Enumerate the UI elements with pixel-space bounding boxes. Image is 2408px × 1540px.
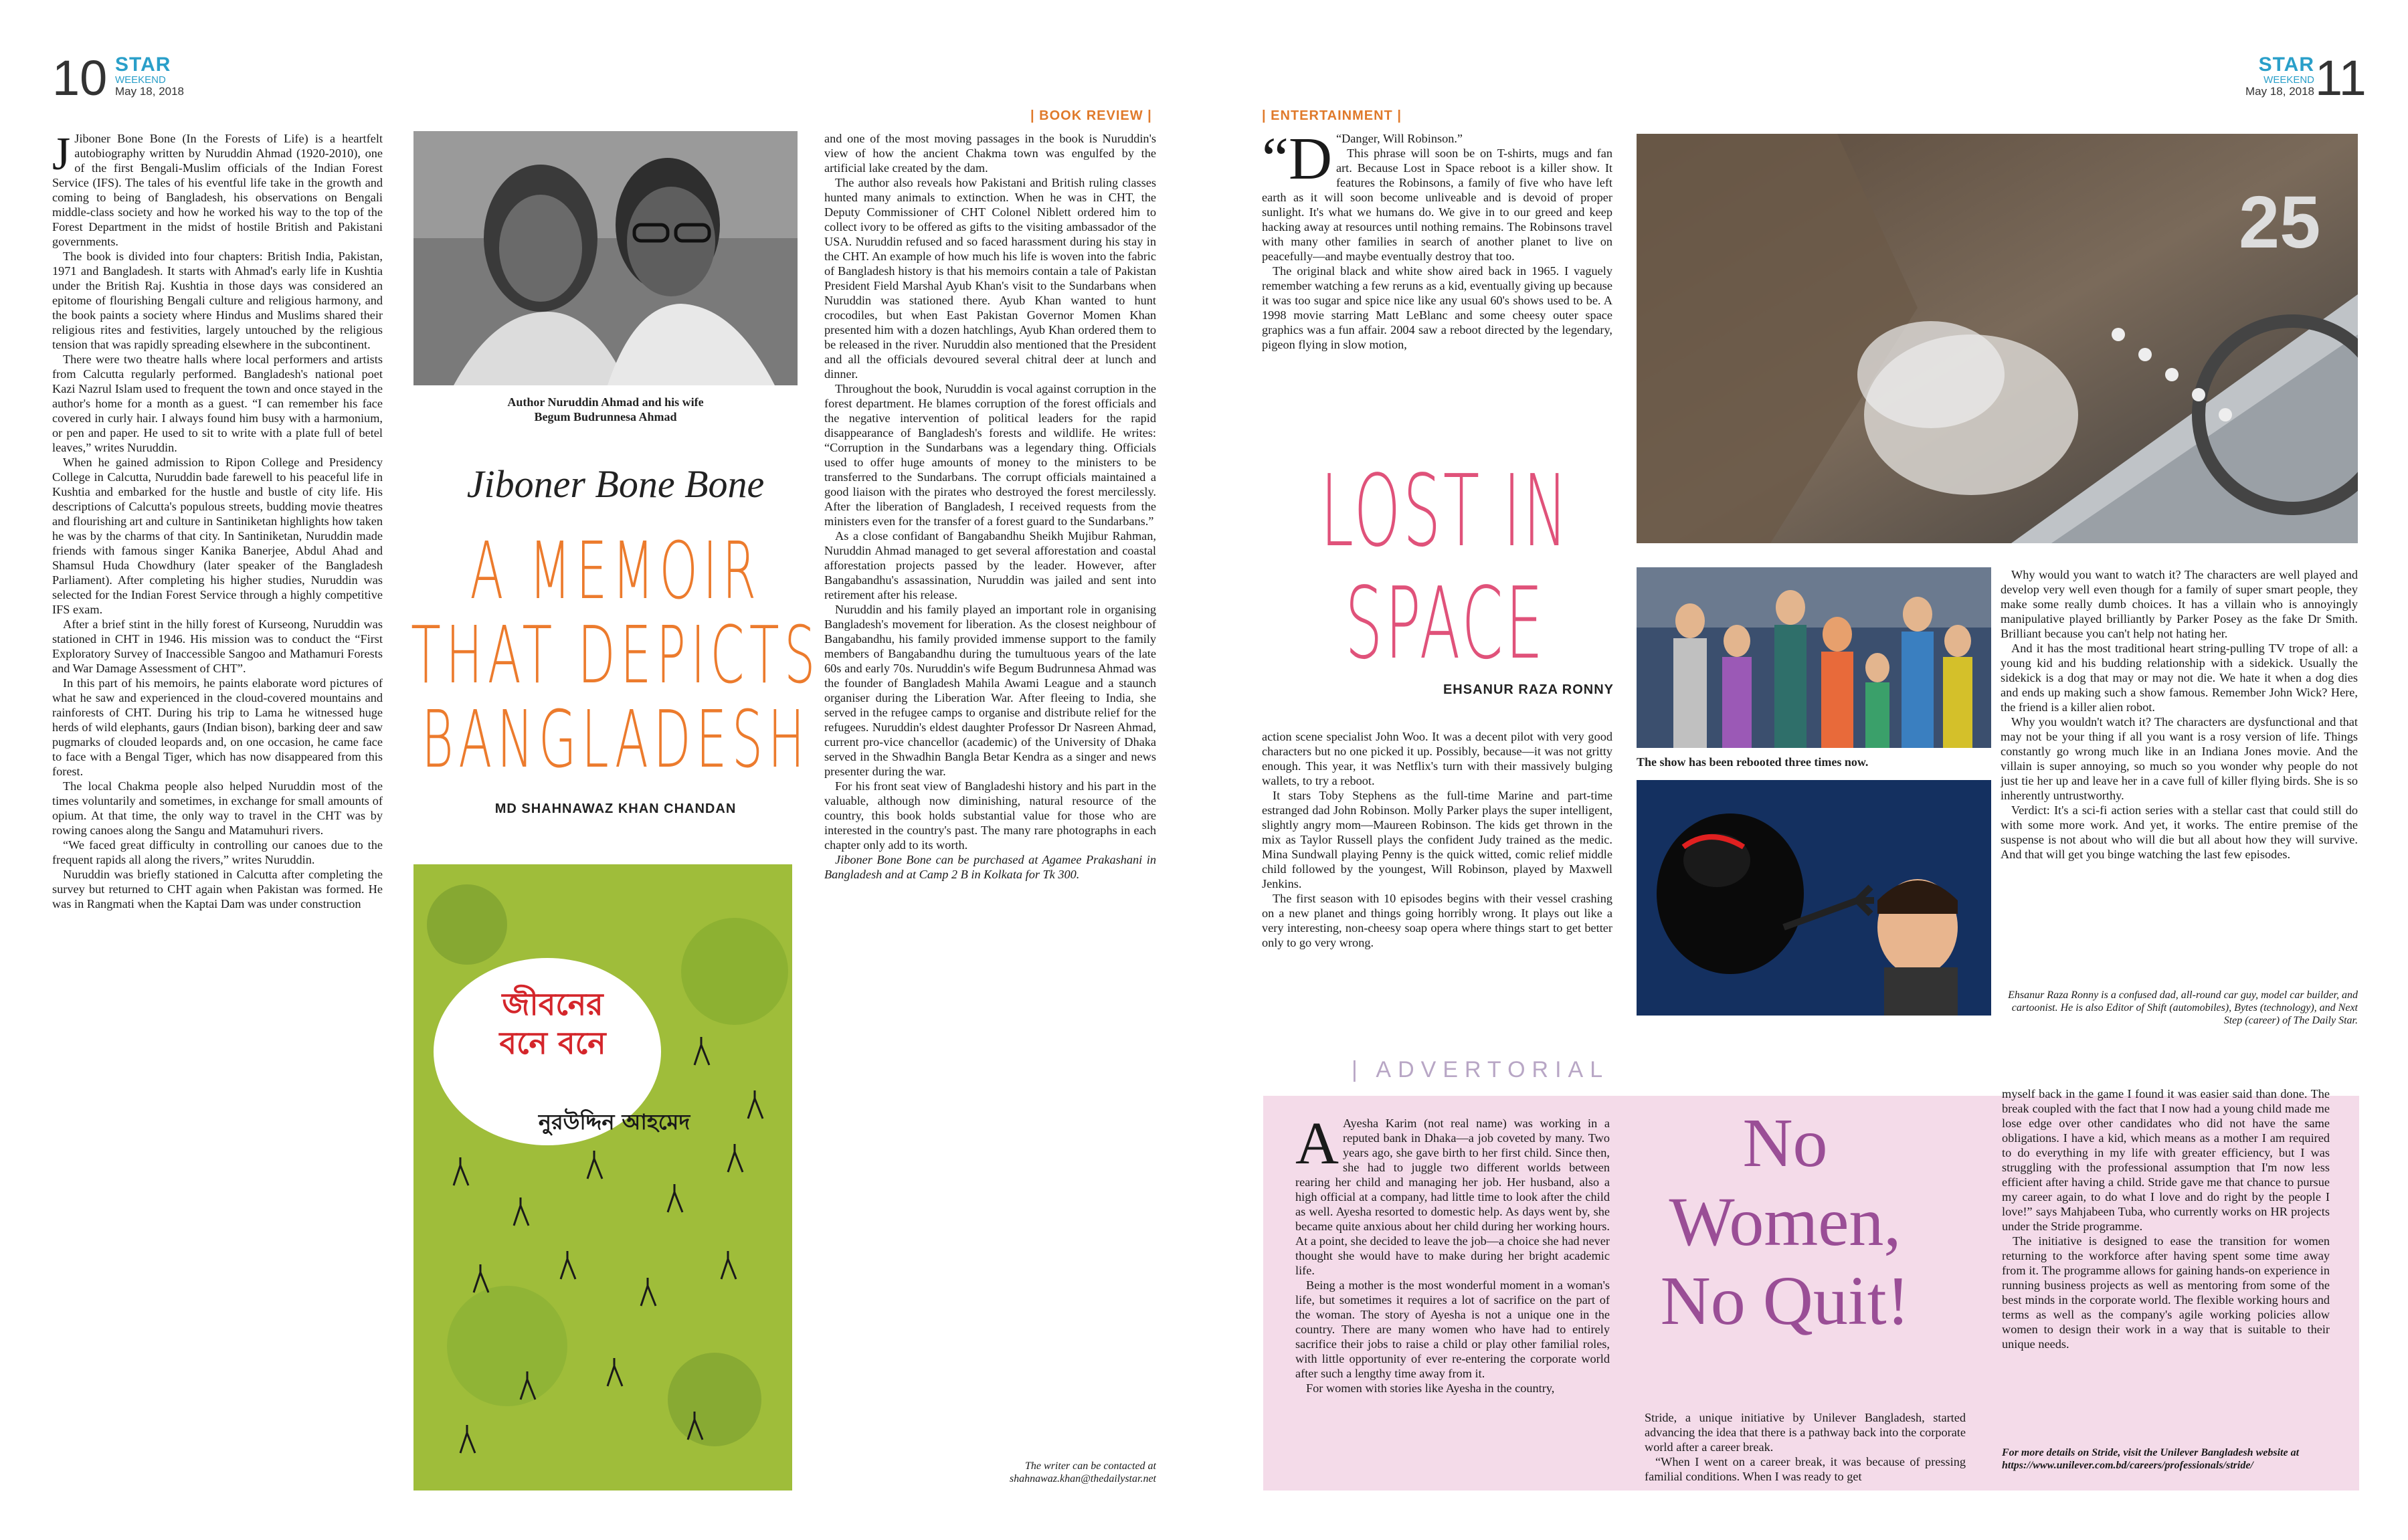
review-headline: A MEMOIR THAT DEPICTS BANGLADESH <box>411 524 820 785</box>
hero-image-illustration <box>1637 134 2358 543</box>
lis-paragraph: The original black and white show aired back in 1965. I vaguely remember watching a few reruns as a kid, eventually giving up because it was too sugar and spice nice like any usual 60's shows used to be. A 1998 movie starring Matt LeBlanc and some cheesy outer space graphics was a fun affair. 2004 saw a reboot directed by the legendary, pigeon flying in slow motion, <box>1262 264 1612 351</box>
section-tag-book-review: | BOOK REVIEW | <box>1030 108 1152 123</box>
adv-paragraph: Being a mother is the most wonderful moment in a woman's life, but sometimes it requires a lot of sacrifice on the part of the woman. The story of Ayesha is not a unique one in the country. There are many women who have had to entirely sacrifice their jobs to raise a child or play other familial roles, with little opportunity of ever re-entering the corporate world after such a lengthy time away from it. <box>1295 1278 1610 1380</box>
lis-paragraph: It stars Toby Stephens as the full-time Marine and part-time estranged dad John Robinson. Molly Parker plays the super intelligent, slightly angry mom—Maureen Robinson. The kids get thrown in the mix as Taylor Russell plays the confident Judy trained as the medic. Mina Sundwall playing Penny is the quick witted, comic relief middle child followed by the youngest, Will Robinson, played by Maxwell Jenkins. <box>1262 789 1612 890</box>
review-paragraph: The author also reveals how Pakistani and British ruling classes hunted many animals to extinction. When he was in CHT, the Deputy Commissioner of CHT Colonel Niblett ordered him to collect ivory to be offered as gifts to the visiting ambassador of the USA. Nuruddin refused and so faced harassment during his stay in the CHT. An example of how much his life is woven into the fabric of Bangladesh history is that his memoirs contain a tale of Pakistan President Field Marshal Ayub Khan's visit to the Sundarbans when Nuruddin was stationed there. Ayub Khan wanted to hunt crocodiles, but when East Pakistan Governor Momen Khan presented him with a dozen hatchlings, Ayub Khan ordered them to be released in the river. Nuruddin also mentioned that the President and all the officials devoured several chitral deer at lunch and dinner. <box>824 176 1156 381</box>
author-photo-caption: Author Nuruddin Ahmad and his wife Begum Budrunnesa Ahmad <box>507 395 704 423</box>
cast-photo-illustration <box>1637 567 1991 748</box>
svg-text:25: 25 <box>2239 181 2321 264</box>
lost-in-space-hero-image <box>1637 134 2358 543</box>
review-paragraph: and one of the most moving passages in the book is Nuruddin's view of how the ancient Chakma town was engulfed by the artificial lake created by the dam. <box>824 132 1156 175</box>
adv-column-2 <box>1645 1410 1966 1484</box>
lis-column-a <box>1262 131 1612 439</box>
masthead-right <box>2245 55 2314 98</box>
page-number-right: 11 <box>2315 50 2367 106</box>
writer-contact-note: The writer can be contacted at shahnawaz.khan@thedailystar.net <box>1009 1460 1156 1484</box>
page-number-left: 10 <box>52 50 108 106</box>
masthead-left <box>115 55 184 98</box>
lis-headline: LOST IN SPACE <box>1320 454 1570 681</box>
review-paragraph: J Jiboner Bone Bone (In the Forests of Life) is a heartfelt autobiography written by Nuruddin Ahmad (1920-2010), one of the first Bengali-Muslim officials of the Indian Forest Service (IFS). The tales of his eventful life take in the growth and coming to being of Bangladesh, his observations on Bengali middle-class society and how he worked his way to the top of the Forest Department in the midst of hostile British and Pakistani governments. <box>52 131 383 248</box>
lis-paragraph: The first season with 10 episodes begins with their vessel crashing on a new planet and things going horribly wrong. It plays out like a very interesting, non-cheesy soap opera where things start to get better only to go very wrong. <box>1262 892 1612 949</box>
adv-footnote: For more details on Stride, visit the Unilever Bangladesh website at https://www.unilever.com.bd/careers/professionals/stride/ <box>2002 1447 2300 1471</box>
lis-paragraph: This phrase will soon be on T-shirts, mugs and fan art. Because Lost in Space reboot is a killer show. It features the Robinsons, a family of five who have left earth as it will soon become unliveable and is devoid of proper sunlight. It's what we humans do. We give in to our greed and keep hacking away at resources until nothing remains. The Robinsons travel with many other families in search of another planet to live on peacefully—and maybe eventually destroy that too. <box>1262 147 1612 263</box>
section-tag-entertainment: | ENTERTAINMENT | <box>1262 108 1402 123</box>
author-photo-illustration <box>413 131 798 385</box>
book-cover-art <box>413 864 792 1490</box>
masthead-date: May 18, 2018 <box>2245 85 2315 98</box>
review-paragraph: Nuruddin and his family played an important role in organising Bangladesh's movement for liberation. As the closest neighbour of Bangabandhu, his family provided immense support to the family members of Bangabandhu during the tumultuous years of the late 60s and early 70s. Nuruddin's wife Begum Budrunnesa Ahmad was the founder of Bangladesh Mahila Awami League and a staunch organiser during the Liberation War. After fleeing to India, she served in the refugee camps to organise and distribute relief for the refugees. Nuruddin's eldest daughter Professor Dr Nasreen Ahmad, current pro-vice chancellor (academic) of the University of Dhaka served in the Shwadhin Bangla Betar Kendra as a singer and news presenter during the war. <box>824 603 1156 778</box>
masthead-weekend: WEEKEND <box>2263 74 2315 86</box>
adv-paragraph: For women with stories like Ayesha in the country, <box>1306 1381 1555 1395</box>
lis-byline: EHSANUR RAZA RONNY <box>1443 682 1614 697</box>
advertorial-box <box>1263 1087 2359 1490</box>
original-cast-photo <box>1637 567 1991 748</box>
review-paragraph: When he gained admission to Ripon College and Presidency College in Calcutta, Nuruddin bade farewell to his peaceful life in Kushtia and embarked for the hustle and bustle of city life. His descriptions of Calcutta's populous streets, budding movie theatres and flourishing art and culture in Santiniketan highlights how taken he was by the charms of that city. In Santiniketan, Nuruddin made friends with famous singer Kanika Banerjee, Abdul Ahad and Shamsul Huda Chowdhury (later speaker of the Bangladesh Parliament). After completing his higher studies, Nuruddin was selected for the Indian Forest Service through a highly competitive IFS exam. <box>52 456 383 616</box>
adv-paragraph: “When I went on a career break, it was because of pressing familial conditions. When I was ready to get <box>1645 1455 1966 1483</box>
review-paragraph: There were two theatre halls where local performers and artists from Calcutta regularly performed. Bangladesh's national poet Kazi Nazrul Islam used to frequent the town and once stayed in the author's home for a month as a guest. “I can remember his face covered in curly hair. I always found him busy with a harmonium, or pen and paper. He used to sit to write with a plate full of betel leaves,” writes Nuruddin. <box>52 353 383 454</box>
adv-paragraph: The initiative is designed to ease the transition for women returning to the workforce after having spent some time away from it. The programme allows for gaining hands-on experience in running business projects as well as mentoring from some of the best minds in the corporate world. The flexible working hours and terms as well as the company's agile working policies allow women to design their work in a way that is suitable to their unique needs. <box>2002 1234 2330 1351</box>
review-paragraph: After a brief stint in the hilly forest of Kurseong, Nuruddin was stationed in CHT in 1946. His mission was to conduct the “First Exploratory Survey of Inaccessible Sangoo and Mathamuri Forests and War Damage Assessment of CHT”. <box>52 617 383 675</box>
author-bio-note: Ehsanur Raza Ronny is a confused dad, all-round car guy, model car builder, and cartoonist. He is also Editor of Shift (automobiles), Bytes (technology), and Next Step (career) of The Daily Star. <box>2008 989 2358 1026</box>
review-column-3 <box>824 131 1156 1442</box>
adv-column-1 <box>1295 1116 1610 1484</box>
lis-paragraph: Verdict: It's a sci-fi action series with a stellar cast that could still do with some more work. And yet, it works. The entire premise of the suspense is not about who will die but all about how they will survive. And that will get you binge watching the last few episodes. <box>2001 803 2358 861</box>
review-paragraph: For his front seat view of Bangladeshi history and his part in the valuable, although now diminishing, natural resource of the country, this book holds substantial value for those who are interested in the country's past. The many rare photographs in each chapter only add to its worth. <box>824 779 1156 852</box>
lis-paragraph: Why you wouldn't watch it? The characters are dysfunctional and that may not be your thing if all you want is a rosy version of life. Things constantly go wrong much like in an Indiana Jones movie. And the villain is super annoying, so much so you wonder why people do not just tie her up and leave her in a cave full of killer flying birds. She is so inherently untrustworthy. <box>2001 715 2358 802</box>
lis-column-c <box>2001 567 2358 982</box>
review-paragraph: Jiboner Bone Bone can be purchased at Agamee Prakashani in Bangladesh and at Camp 2 B in Kolkata for Tk 300. <box>824 853 1156 881</box>
adv-paragraph: Stride, a unique initiative by Unilever Bangladesh, started advancing the idea that there is a pathway back into the corporate world after a career break. <box>1645 1411 1966 1454</box>
review-byline: MD SHAHNAWAZ KHAN CHANDAN <box>494 801 737 816</box>
lis-paragraph: action scene specialist John Woo. It was a decent pilot with very good characters but no one picked it up. Possibly, because—it was not gritty enough. This year, it was Netflix's turn with their massively bulging wallets, to try a reboot. <box>1262 730 1612 787</box>
lis-paragraph: “D “Danger, Will Robinson.” <box>1262 131 1463 192</box>
adv-column-3 <box>2002 1086 2330 1434</box>
lis-column-b <box>1262 729 1612 1037</box>
review-kicker: Jiboner Bone Bone <box>466 462 765 506</box>
lis-paragraph: And it has the most traditional heart string-pulling TV trope of all: a young kid and his budding relationship with a sidekick. Usually the sidekick is a dog that may or may not die. We hate it when a dog dies and ends up making such a show famous. Remember John Wick? Here, the friend is a killer alien robot. <box>2001 642 2358 714</box>
author-photo <box>413 131 798 385</box>
robot-photo-illustration <box>1637 780 1991 1016</box>
review-paragraph: In this part of his memoirs, he paints elaborate word pictures of what he saw and experienced in the cloud-covered mountains and rainforests of CHT. During his trip to Lama he witnessed huge herds of wild elephants, gaurs (Indian bison), barking deer and saw pugmarks of clouded leopards and, on one occasion, he came face to face with a Bengal Tiger, which has now disappeared from this forest. <box>52 676 383 778</box>
advertorial-label: | ADVERTORIAL <box>1352 1057 1610 1082</box>
masthead-star: STAR <box>2258 54 2315 76</box>
adv-paragraph: myself back in the game I found it was easier said than done. The break coupled with the fact that I now had a young child made me lose edge over other candidates who did not have the same obligations. I have a kid, which means as a mother I am required to do everything in my life with greater efficiency, but I was struggling with the professional assumption that I'm now less efficient after having a child. Stride gave me that chance to pursue my career again, to do what I love and do right by the people I love!” says Mahjabeen Tuba, who currently works on HR projects under the Stride programme. <box>2002 1087 2330 1233</box>
review-paragraph: “We faced great difficulty in controlling our canoes due to the frequent rapids all along the rivers,” writes Nuruddin. <box>52 838 383 866</box>
cast-photo-caption: The show has been rebooted three times now. <box>1637 755 1869 769</box>
book-cover-author: নুরউদ্দিন আহমেদ <box>538 1109 690 1135</box>
book-cover <box>413 864 792 1490</box>
review-column-1 <box>52 131 383 1489</box>
review-paragraph: Throughout the book, Nuruddin is vocal against corruption in the forest department. He blames corruption of the forest officials and the negative intervention of political leaders for the rapid disappearance of Bangladesh's forests and wildlife. He writes: “Corruption in the Sundarbans was a legendary thing. Officials used to offer huge amounts of money to the ministers to be transferred to the Sundarbans. The corrupt officials maintained a good liaison with the pirates who destroyed the forest mercilessly. After the liberation of Bangladesh, I received requests from the ministers even for the transfer of a forest guard to the Sundarbans.” <box>824 382 1156 528</box>
review-paragraph: Nuruddin was briefly stationed in Calcutta after completing the survey but returned to CHT again when Pakistan was formed. He was in Rangmati when the Kaptai Dam was under construction <box>52 868 383 910</box>
lis-paragraph: Why would you want to watch it? The characters are well played and develop very well even though for a family of super smart people, they make some really dumb choices. It has a villain who is annoyingly manipulative played brilliantly by Parker Posey as the fake Dr Smith. Brilliant because you can't help not hating her. <box>2001 568 2358 640</box>
review-paragraph: As a close confidant of Bangabandhu Sheikh Mujibur Rahman, Nuruddin Ahmad managed to get several afforestation and coastal afforestation projects passed by the leader. However, after Bangabandhu's assassination, Nuruddin was jailed and sent into retirement after his release. <box>824 529 1156 601</box>
advertorial-headline: No Women, No Quit! <box>1660 1104 1910 1339</box>
review-paragraph: The book is divided into four chapters: British India, Pakistan, 1971 and Bangladesh. It starts with Ahmad's early life in Kushtia under the British Raj. Kushtia in those days was considered an epitome of flourishing Bengali culture and religious harmony, and the book paints a society where Hindus and Muslims shared their religious rites and festivities, largely untouched by the religious tension that was rapidly spreading elsewhere in the subcontinent. <box>52 250 383 351</box>
robot-scene-photo <box>1637 780 1991 1016</box>
review-paragraph: The local Chakma people also helped Nuruddin most of the times voluntarily and sometimes, in exchange for small amounts of opium. At that time, the only way to travel in the CHT was by rowing canoes along the Sangu and Matamuhuri rivers. <box>52 779 383 837</box>
book-cover-title: জীবনের বনে বনে <box>499 986 606 1061</box>
adv-paragraph: A Ayesha Karim (not real name) was working in a reputed bank in Dhaka—a job coveted by many. Two years ago, she gave birth to her first child. Since then, she had to juggle two different worlds between rearing her child and managing her job. Her husband, also a high official at a company, had little time to look after the child as well. Ayesha resorted to domestic help. As days went by, she became quite anxious about her child during her working hours. At a point, she decided to leave the job—a choice she had never thought she would have to make during her bright academic life. <box>1295 1116 1610 1277</box>
masthead-date: May 18, 2018 <box>115 85 185 98</box>
masthead-weekend: WEEKEND <box>115 74 166 86</box>
masthead-star: STAR <box>115 54 171 76</box>
